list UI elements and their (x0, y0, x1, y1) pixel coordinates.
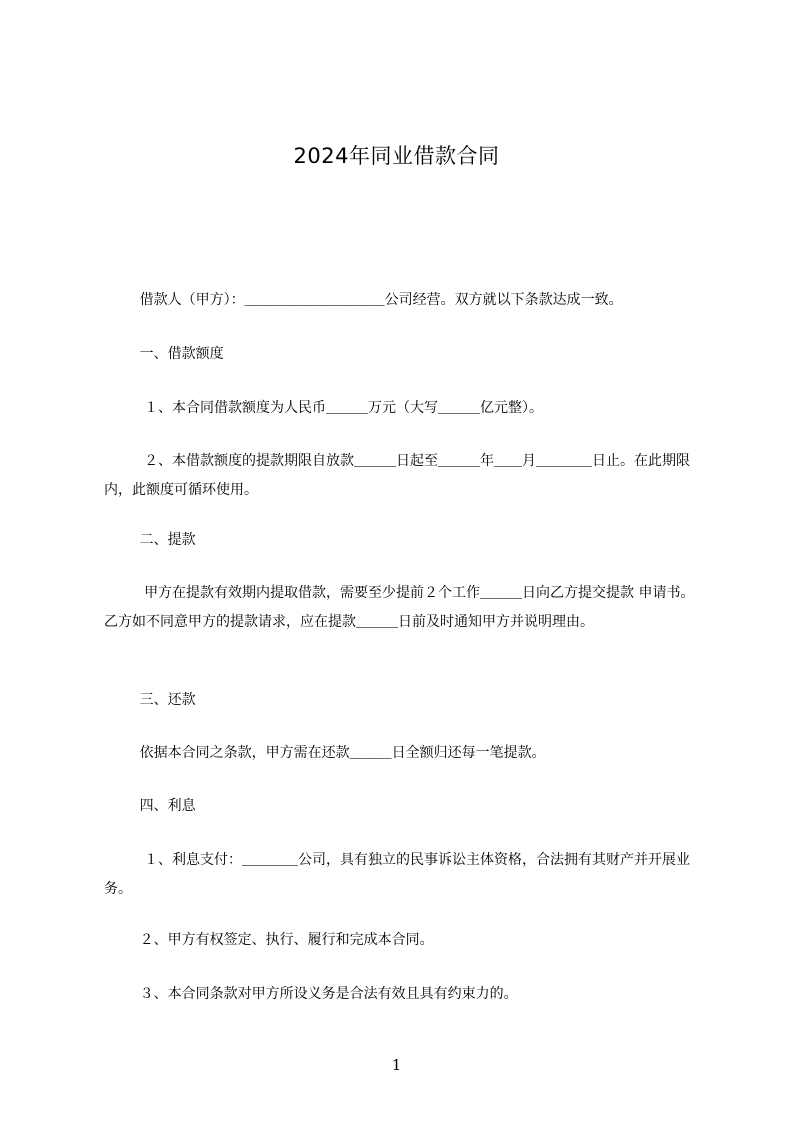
heading-repayment: 三、还款 (104, 692, 196, 708)
heading-loan-amount: 一、借款额度 (104, 346, 224, 362)
clause-1-2: ２、本借款额度的提款期限自放款＿＿＿日起至＿＿＿年＿＿月＿＿＿＿日止。在此期限内，此额度可循环使用。 (104, 453, 691, 498)
heading-withdrawal: 二、提款 (104, 532, 196, 548)
clause-4-1: １、利息支付：＿＿＿＿公司，具有独立的民事诉讼主体资格，合法拥有其财产并开展业务。 (104, 852, 691, 897)
heading-interest: 四、利息 (104, 798, 196, 814)
clause-4-2: ２、甲方有权签定、执行、履行和完成本合同。 (104, 932, 434, 948)
paragraph-borrower: 借款人（甲方）：＿＿＿＿＿＿＿＿＿＿公司经营。双方就以下条款达成一致。 (104, 292, 623, 308)
clause-4-3: ３、本合同条款对甲方所设义务是合法有效且具有约束力的。 (104, 986, 518, 1002)
clause-1-1: １、本合同借款额度为人民币＿＿＿万元（大写＿＿＿亿元整）。 (104, 400, 544, 416)
page-number: 1 (391, 1056, 402, 1074)
clause-withdrawal: 甲方在提款有效期内提取借款，需要至少提前２个工作＿＿＿日向乙方提交提款 申请书。乙方如不同意甲方的提款请求，应在提款＿＿＿日前及时通知甲方并说明理由。 (104, 585, 695, 630)
clause-repayment: 依据本合同之条款，甲方需在还款＿＿＿日全额归还每一笔提款。 (104, 745, 546, 761)
document-title: 2024年同业借款合同 (293, 144, 500, 168)
